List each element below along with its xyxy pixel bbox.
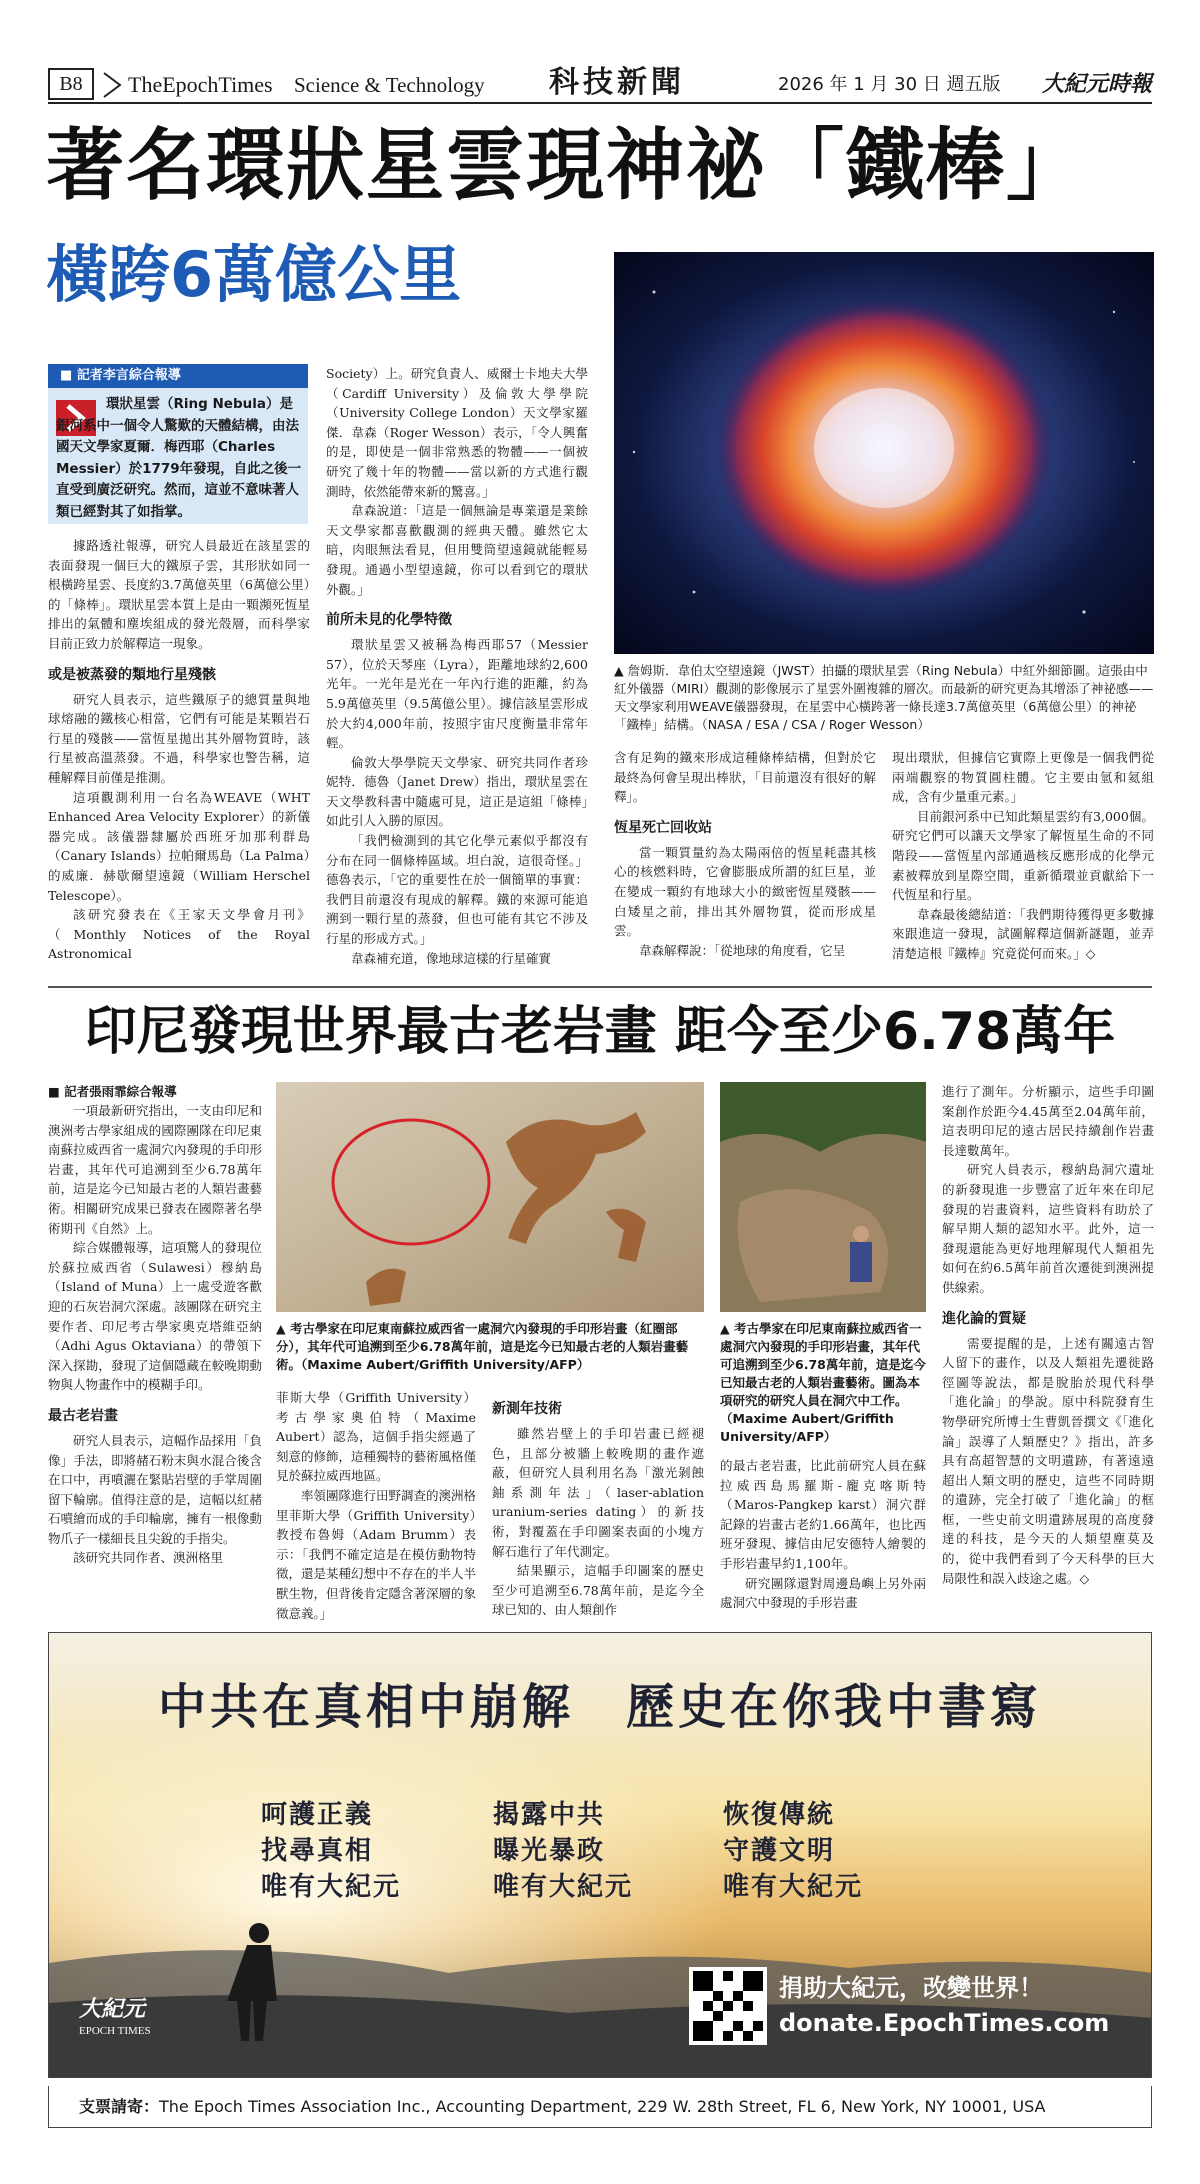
paragraph: 韋森補充道，像地球這樣的行星確實: [351, 950, 552, 966]
epoch-times-logo: [79, 1995, 151, 2039]
paragraph: 一項最新研究指出，一支由印尼和澳洲考古學家組成的國際團隊在印尼東南蘇拉威西省一處洞穴內發現的手印形岩畫，其年代可追溯到至少6.78萬年前，這是迄今已知最古老的人類岩畫藝術。相關研究成果已發表在國際著名學術期刊《自然》上。: [48, 1103, 262, 1236]
section-heading: 新測年技術: [492, 1401, 562, 1417]
section-heading: 最古老岩畫: [48, 1407, 118, 1424]
page-number: B8: [48, 68, 94, 100]
paragraph: 研究人員表示，穆納島洞穴遺址的新發現進一步豐富了近年來在印尼發現的岩畫資料，這些資料有助於了解早期人類的認知水平。此外，這一發現還能為更好地理解現代人類祖先如何在約6.5萬年前首次遷徙到澳洲提供線索。: [942, 1162, 1154, 1295]
section-divider: [48, 986, 1152, 988]
rock-art-caption: ▲ 考古學家在印尼東南蘇拉威西省一處洞穴內發現的手印形岩畫（紅圈部分），其年代可追溯到至少6.78萬年前，這是迄今已知最古老的人類岩畫藝術。（Maxime Aubert/Griffith University/AFP）: [276, 1321, 689, 1372]
article1-column-1: [48, 536, 310, 964]
paragraph: 據路透社報導，研究人員最近在該星雲的表面發現一個巨大的鐵原子雲，其形狀如同一根橫跨星雲、長度約3.7萬億英里（6萬億公里）的「條棒」。環狀星雲本質上是由一顆瀕死恆星排出的氣體和塵埃組成的發光殼層，而科學家目前正致力於解釋這一現象。: [48, 538, 310, 651]
ad-slogan-line: 揭露中共: [493, 1800, 606, 1830]
ad-slogan-line: 找尋真相: [261, 1836, 374, 1866]
paragraph: 進行了測年。分析顯示，這些手印圖案創作於距今4.45萬至2.04萬年前，這表明印尼的遠古居民持續創作岩畫長達數萬年。: [942, 1084, 1154, 1158]
ad-slogan-line: 恢復傳統: [723, 1800, 836, 1830]
article2-headline: 印尼發現世界最古老岩畫 距今至少6.78萬年: [84, 1002, 1116, 1062]
paragraph: 現出環狀，但據信它實際上更像是一個我們從兩端觀察的物質圓柱體。它主要由氫和氦組成，含有少量重元素。」: [892, 750, 1154, 805]
masthead: [48, 65, 1152, 104]
article1-byline: ■ 記者李言綜合報導: [48, 364, 308, 388]
donate-block: [779, 1971, 1109, 2041]
donation-advertisement: [48, 1632, 1152, 2078]
ad-slogan-line: 守護文明: [723, 1836, 836, 1866]
paragraph: 結果顯示，這幅手印圖案的歷史至少可追溯至6.78萬年前，是迄今全球已知的、由人類創作: [492, 1563, 704, 1618]
paragraph: 菲斯大學（Griffith University）考古學家奧伯特（Maxime Aubert）認為，這個手指尖經過了刻意的修飾，這種獨特的藝術風格僅見於蘇拉威西地區。: [276, 1390, 477, 1484]
section-heading: 恆星死亡回收站: [614, 819, 712, 836]
paragraph: 研究人員表示，這幅作品採用「負像」手法，即將赭石粉末與水混合後含在口中，再噴灑在緊貼岩壁的手掌周圍留下輪廓。值得注意的是，這幅以紅赭石噴繪而成的手印輪廓，擁有一根像動物爪子一樣細長且尖銳的手指尖。: [48, 1432, 262, 1546]
article2-byline: ■ 記者張雨霏綜合報導: [48, 1084, 177, 1099]
article2-column-4: [720, 1456, 926, 1613]
paragraph: 倫敦大學學院天文學家、研究共同作者珍妮特．德魯（Janet Drew）指出，環狀星雲在天文學教科書中隨處可見，這正是這組「條棒」如此引人入勝的原因。: [326, 754, 588, 829]
article1-subhead: 橫跨6萬億公里: [46, 238, 462, 311]
paragraph: 這項觀測利用一台名為WEAVE（WHT Enhanced Area Velocity Explorer）的新儀器完成。該儀器隸屬於西班牙加那利群島（Canary Islands）拉帕爾馬島（La Palma）的威廉．赫歇爾望遠鏡（William Herschel Telescope）。: [48, 789, 310, 903]
paragraph: 當一顆質量約為太陽兩倍的恆星耗盡其核心的核燃料時，它會膨脹成所謂的紅巨星，並在變成一顆約有地球大小的緻密恆星殘骸——白矮星之前，排出其外層物質，從而形成星雲。: [614, 844, 876, 939]
paragraph: 韋森解釋說：「從地球的角度看，它呈: [639, 942, 846, 958]
chevron-right-icon: [100, 70, 126, 100]
ad-slogan-line: 唯有大紀元: [261, 1872, 402, 1902]
ad-slogan-line: 唯有大紀元: [493, 1872, 634, 1902]
article1-lede: 環狀星雲（Ring Nebula）是銀河系中一個令人驚歎的天體結構，由法國天文學家夏爾．梅西耶（Charles Messier）於1779年發現，自此之後一直受到廣泛研究。然而，這並不意味著人類已經對其了如指掌。: [56, 396, 302, 520]
ring-nebula-image: [614, 252, 1154, 654]
article2-column-1-body: [48, 1101, 262, 1568]
paragraph: 目前銀河系中已知此類星雲約有3,000個。研究它們可以讓天文學家了解恆星生命的不同階段——當恆星內部通過核反應形成的化學元素被釋放到星際空間，重新循環並貢獻給下一代恆星和行星。: [892, 808, 1154, 903]
donate-qr-code[interactable]: [689, 1967, 767, 2045]
article2-column-3: [492, 1388, 704, 1620]
byline-text: 記者李言綜合報導: [76, 368, 181, 383]
paragraph: 需要提醒的是，上述有關遠古智人留下的畫作，以及人類祖先遷徙路徑圖等說法，都是脫胎於現代科學「進化論」的學說。原中科院發育生物學研究所博士生曹凱晉撰文《「進化論」誤導了人類歷史？》指出，許多具有高超智慧的文明遺跡，有著遠遠超出人類文明的歷史，這些不同時期的遺跡，完全打破了「進化論」的框框，一些史前文明遺跡展現的高度發達的科技，是今天的人類望塵莫及的，從中我們看到了今天科學的巨大局限性和誤入歧途之處。◇: [942, 1335, 1154, 1586]
ad-slogan-group-3: [723, 1797, 863, 1905]
ad-slogan-group-2: [493, 1797, 633, 1905]
donate-link[interactable]: donate.EpochTimes.com: [779, 2009, 1110, 2037]
brand-name: TheEpochTimes: [128, 72, 273, 97]
ring-nebula-caption: ▲ 詹姆斯．韋伯太空望遠鏡（JWST）拍攝的環狀星雲（Ring Nebula）中紅外細節圖。這張由中紅外儀器（MIRI）觀測的影像展示了星雲外圍複雜的層次。而最新的研究更為其增添了神祕感——天文學家利用WEAVE儀器發現，在星雲中心橫跨著一條長達3.7萬億英里（6萬億公里）的神祕「鐵棒」結構。（NASA / ESA / CSA / Roger Wesson）: [614, 663, 1154, 732]
section-heading: 進化論的質疑: [942, 1310, 1026, 1327]
logo-en: EPOCH TIMES: [79, 2025, 151, 2037]
paragraph: 率領團隊進行田野調查的澳洲格里菲斯大學（Griffith University）教授布魯姆（Adam Brumm）表示：「我們不確定這是在模仿動物特徵，還是某種幻想中不存在的半人半獸生物，但背後肯定隱含著深層的象徵意義。」: [276, 1487, 477, 1621]
paragraph: 環狀星雲又被稱為梅西耶57（Messier 57），位於天琴座（Lyra），距離地球約2,600光年。一光年是光在一年內行進的距離，約為5.9萬億英里（9.5萬億公里）。據信該星雲形成於大約4,000年前，按照宇宙尺度衡量非常年輕。: [326, 637, 588, 751]
donate-cta: 捐助大紀元，改變世界！: [779, 1974, 1043, 2002]
paragraph: 研究人員表示，這些鐵原子的總質量與地球熔融的鐵核心相當，它們有可能是某顆岩石行星的殘骸——當恆星拋出其外層物質時，該行星被高溫蒸發。不過，科學家也警告稱，這種解釋目前僅是推測。: [48, 691, 310, 785]
section-name-zh: 科技新聞: [549, 65, 685, 100]
paragraph: 韋森最後總結道：「我們期待獲得更多數據來跟進這一發現，試圖解釋這個新謎題，並弄清楚這根『鐵棒』究竟從何而來。」◇: [892, 906, 1154, 961]
article1-column-4: [892, 748, 1154, 964]
paragraph: 綜合媒體報導，這項驚人的發現位於蘇拉威西省（Sulawesi）穆納島（Island of Muna）上一處受遊客歡迎的石灰岩洞穴深處。該團隊在研究主要作者、印尼考古學家奧克塔維亞納（Adhi Agus Oktaviana）的帶領下深入探勘，發現了這個隱藏在較晚期動物與人物畫作中的模糊手印。: [48, 1240, 262, 1393]
footer-address: The Epoch Times Association Inc., Accounting Department, 229 W. 28th Street, FL 6, New York, NY 10001, USA: [159, 2097, 1046, 2116]
article1-headline: 著名環狀星雲現神祕「鐵棒」: [46, 120, 1087, 211]
hand-stencil-rock-art-image: [276, 1082, 704, 1312]
paragraph: 含有足夠的鐵來形成這種條棒結構，但對於它最終為何會呈現出棒狀，「目前還沒有很好的解釋」。: [614, 750, 876, 805]
article1-column-3: [614, 748, 876, 960]
ad-slogan-line: 唯有大紀元: [723, 1872, 864, 1902]
paragraph: 雖然岩壁上的手印岩畫已經褪色，且部分被牆上較晚期的畫作遮蔽，但研究人員利用名為「激光剝蝕鈾系測年法」（laser-ablation uranium-series dating）的新技術，對覆蓋在手印圖案表面的小塊方解石進行了年代測定。: [492, 1426, 704, 1559]
mailing-address-footer: [48, 2086, 1152, 2128]
section-name-en: Science & Technology: [294, 73, 485, 97]
ad-slogan-line: 呵護正義: [261, 1800, 374, 1830]
cave-image-caption: ▲ 考古學家在印尼東南蘇拉威西省一處洞穴內發現的手印形岩畫，其年代可追溯到至少6.78萬年前，這是迄今已知最古老的人類岩畫藝術。圖為本項研究的研究人員在洞穴中工作。（Maxime Aubert/Griffith University/AFP）: [720, 1321, 926, 1444]
footer-label: 支票請寄：: [79, 2097, 160, 2116]
paragraph: 的最古老岩畫，比此前研究人員在蘇拉威西島馬羅斯-龐克喀斯特（Maros-Pangkep karst）洞穴群記錄的岩畫古老約1.66萬年，也比西班牙發現、據信由尼安德特人繪製的手形岩畫早約1,100年。: [720, 1458, 926, 1571]
article1-column-2: [326, 364, 588, 968]
paragraph: 研究團隊還對周邊島嶼上另外兩處洞穴中發現的手形岩畫: [720, 1575, 926, 1611]
paragraph: 「我們檢測到的其它化學元素似乎都沒有分布在同一個條棒區域。坦白說，這很奇怪。」德魯表示，「它的重要性在於一個簡單的事實：我們目前還沒有現成的解釋。鐵的來源可能追溯到一顆行星的蒸發，但也可能有其它不涉及行星的形成方式。」: [326, 833, 588, 947]
article2-column-5: [942, 1082, 1154, 1588]
paragraph: 該研究共同作者、澳洲格里: [73, 1550, 224, 1566]
paragraph: Society）上。研究負責人、威爾士卡地夫大學（Cardiff University）及倫敦大學學院（University College London）天文學家羅傑．韋森（Roger Wesson）表示，「令人興奮的是，即使是一個非常熟悉的物體——一個被研究了幾十年的物體——當以新的方式進行觀測時，依然能帶來新的驚喜。」: [326, 366, 588, 499]
ad-slogan-line: 曝光暴政: [493, 1836, 606, 1866]
article2-column-1: [48, 1082, 262, 1568]
logo-zh: 大紀元: [79, 1996, 146, 2021]
paragraph: 該研究發表在《王家天文學會月刊》（Monthly Notices of the Royal Astronomical: [48, 907, 310, 962]
section-heading: 或是被蒸發的類地行星殘骸: [48, 666, 216, 683]
article2-column-2: [276, 1388, 476, 1623]
article1-lede-box: [48, 364, 308, 524]
ad-slogan-group-1: [261, 1797, 401, 1905]
ad-headline: 中共在真相中崩解 歷史在你我中書寫: [157, 1679, 1042, 1735]
section-heading: 前所未見的化學特徵: [326, 612, 452, 629]
issue-date: 2026 年 1 月 30 日 週五版: [778, 74, 1001, 95]
cave-research-image: [720, 1082, 926, 1312]
paragraph: 韋森說道：「這是一個無論是專業還是業餘天文學家都喜歡觀測的經典天體。雖然它太暗，肉眼無法看見，但用雙筒望遠鏡就能輕易發現。通過小型望遠鏡，你可以看到它的環狀外觀。」: [326, 503, 588, 597]
masthead-logo: 大紀元時報: [1041, 71, 1152, 97]
